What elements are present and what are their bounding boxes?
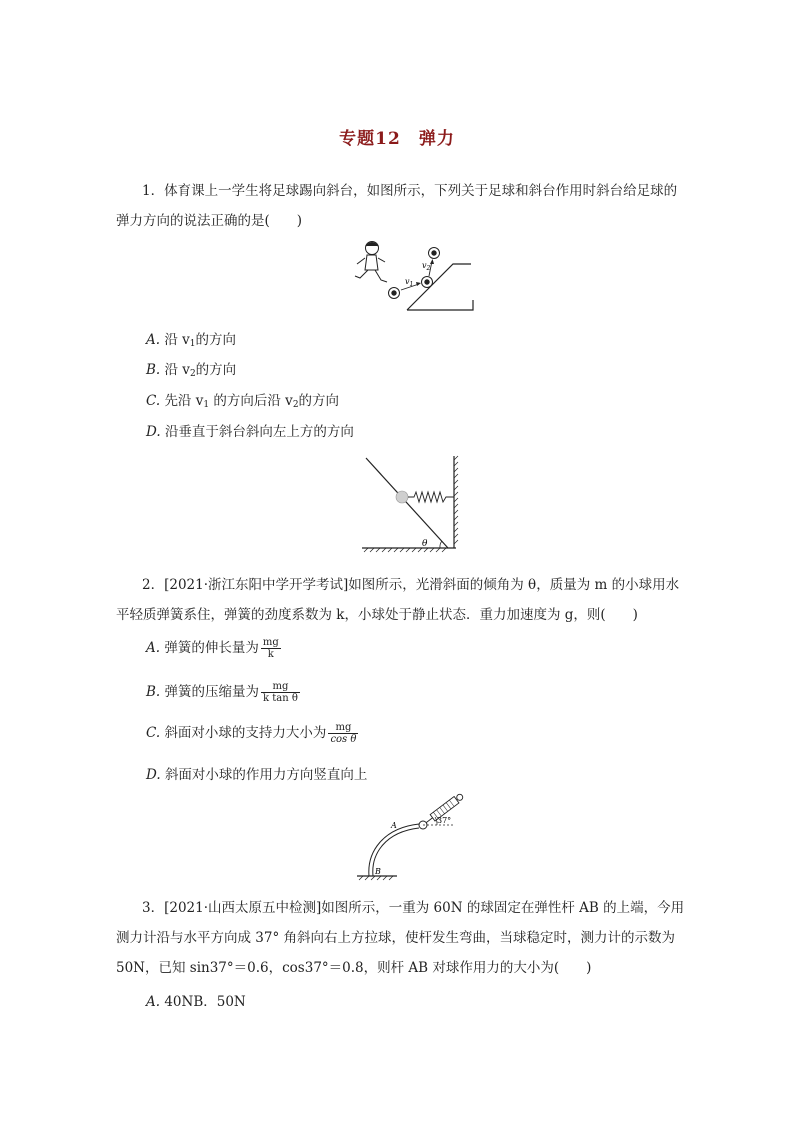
q3-option-a: A. 40NB．50N	[146, 994, 246, 1010]
ball-on-incline	[422, 277, 433, 288]
option-letter: B.	[146, 362, 161, 378]
option-letter: C.	[146, 393, 161, 409]
q2-option-b: B. 弹簧的压缩量为 $\frac{mg}{\text{k tan θ}}$	[146, 681, 298, 704]
q2-option-c: C. 斜面对小球的支持力大小为 $\frac{mg}{\text{cos θ}}$	[146, 722, 357, 745]
q1-option-d: D. 沿垂直于斜台斜向左上方的方向	[146, 424, 354, 440]
v1-label: $v_1$	[405, 277, 414, 288]
fraction: $\frac{mg}{\text{k tan θ}}$	[263, 681, 298, 704]
question-2-stem	[116, 570, 686, 630]
point-a-label: A	[391, 821, 397, 830]
question-3-text: 3．[2021·山西太原五中检测]如图所示，一重为 60N 的球固定在弹性杆 AB 的上端，今用测力计沿与水平方向成 37° 角斜向右上方拉球，使杆发生弯曲，当球稳定时，测力计的示数为 50N，已知 sin37°＝0.6，cos37°＝0.8，则杆 AB 对球作用力的大小为( )	[116, 900, 685, 976]
option-letter: D.	[146, 767, 161, 783]
angle-arc	[440, 541, 442, 548]
theta-label: θ	[422, 539, 428, 549]
q1-option-c: C. 先沿 $v_1$ 的方向后沿 $v_2$的方向	[146, 393, 340, 410]
fraction: $\frac{mg}{\text{cos θ}}$	[330, 722, 357, 745]
angle-label: 37°	[437, 816, 452, 825]
incline-line	[366, 458, 448, 548]
fraction: $\frac{mg}{k}$	[262, 637, 279, 660]
small-ball	[396, 491, 408, 503]
question-1-text: 1．体育课上一学生将足球踢向斜台，如图所示，下列关于足球和斜台作用时斜台给足球的弹力方向的说法正确的是( )	[116, 183, 678, 229]
q2-option-d: D. 斜面对小球的作用力方向竖直向上	[146, 767, 368, 783]
option-letter: A.	[146, 640, 161, 656]
option-letter: C.	[146, 725, 161, 741]
incline-outline	[407, 300, 473, 310]
question-3-figure	[355, 792, 480, 884]
question-2-text: 2．[2021·浙江东阳中学开学考试]如图所示，光滑斜面的倾角为 θ，质量为 m 的小球用水平轻质弹簧系住，弹簧的劲度系数为 k，小球处于静止状态．重力加速度为 g，则( )	[116, 577, 680, 623]
v2-label: $v_2$	[422, 261, 431, 272]
option-letter: D.	[146, 424, 161, 440]
spring	[408, 492, 454, 502]
q2-option-a: A. 弹簧的伸长量为 $\frac{mg}{k}$	[146, 637, 279, 660]
option-letter: A.	[146, 994, 161, 1010]
question-1-figure	[345, 240, 475, 314]
q1-option-b: B. 沿 $v_2$的方向	[146, 362, 237, 379]
student-figure	[355, 242, 387, 283]
question-1-stem	[116, 176, 686, 236]
ball-near-foot	[389, 288, 400, 299]
ball-bounced	[429, 248, 440, 259]
option-letter: A.	[146, 332, 161, 348]
question-3-stem	[116, 893, 686, 983]
incline-surface	[407, 264, 471, 310]
q1-option-a: A. 沿 $v_1$的方向	[146, 332, 236, 349]
option-letter: B.	[146, 684, 161, 700]
page-title: 专题12 弹力	[339, 129, 455, 149]
question-2-figure	[360, 452, 464, 556]
point-b-label: B	[375, 867, 381, 876]
wall-hatch	[454, 456, 458, 544]
